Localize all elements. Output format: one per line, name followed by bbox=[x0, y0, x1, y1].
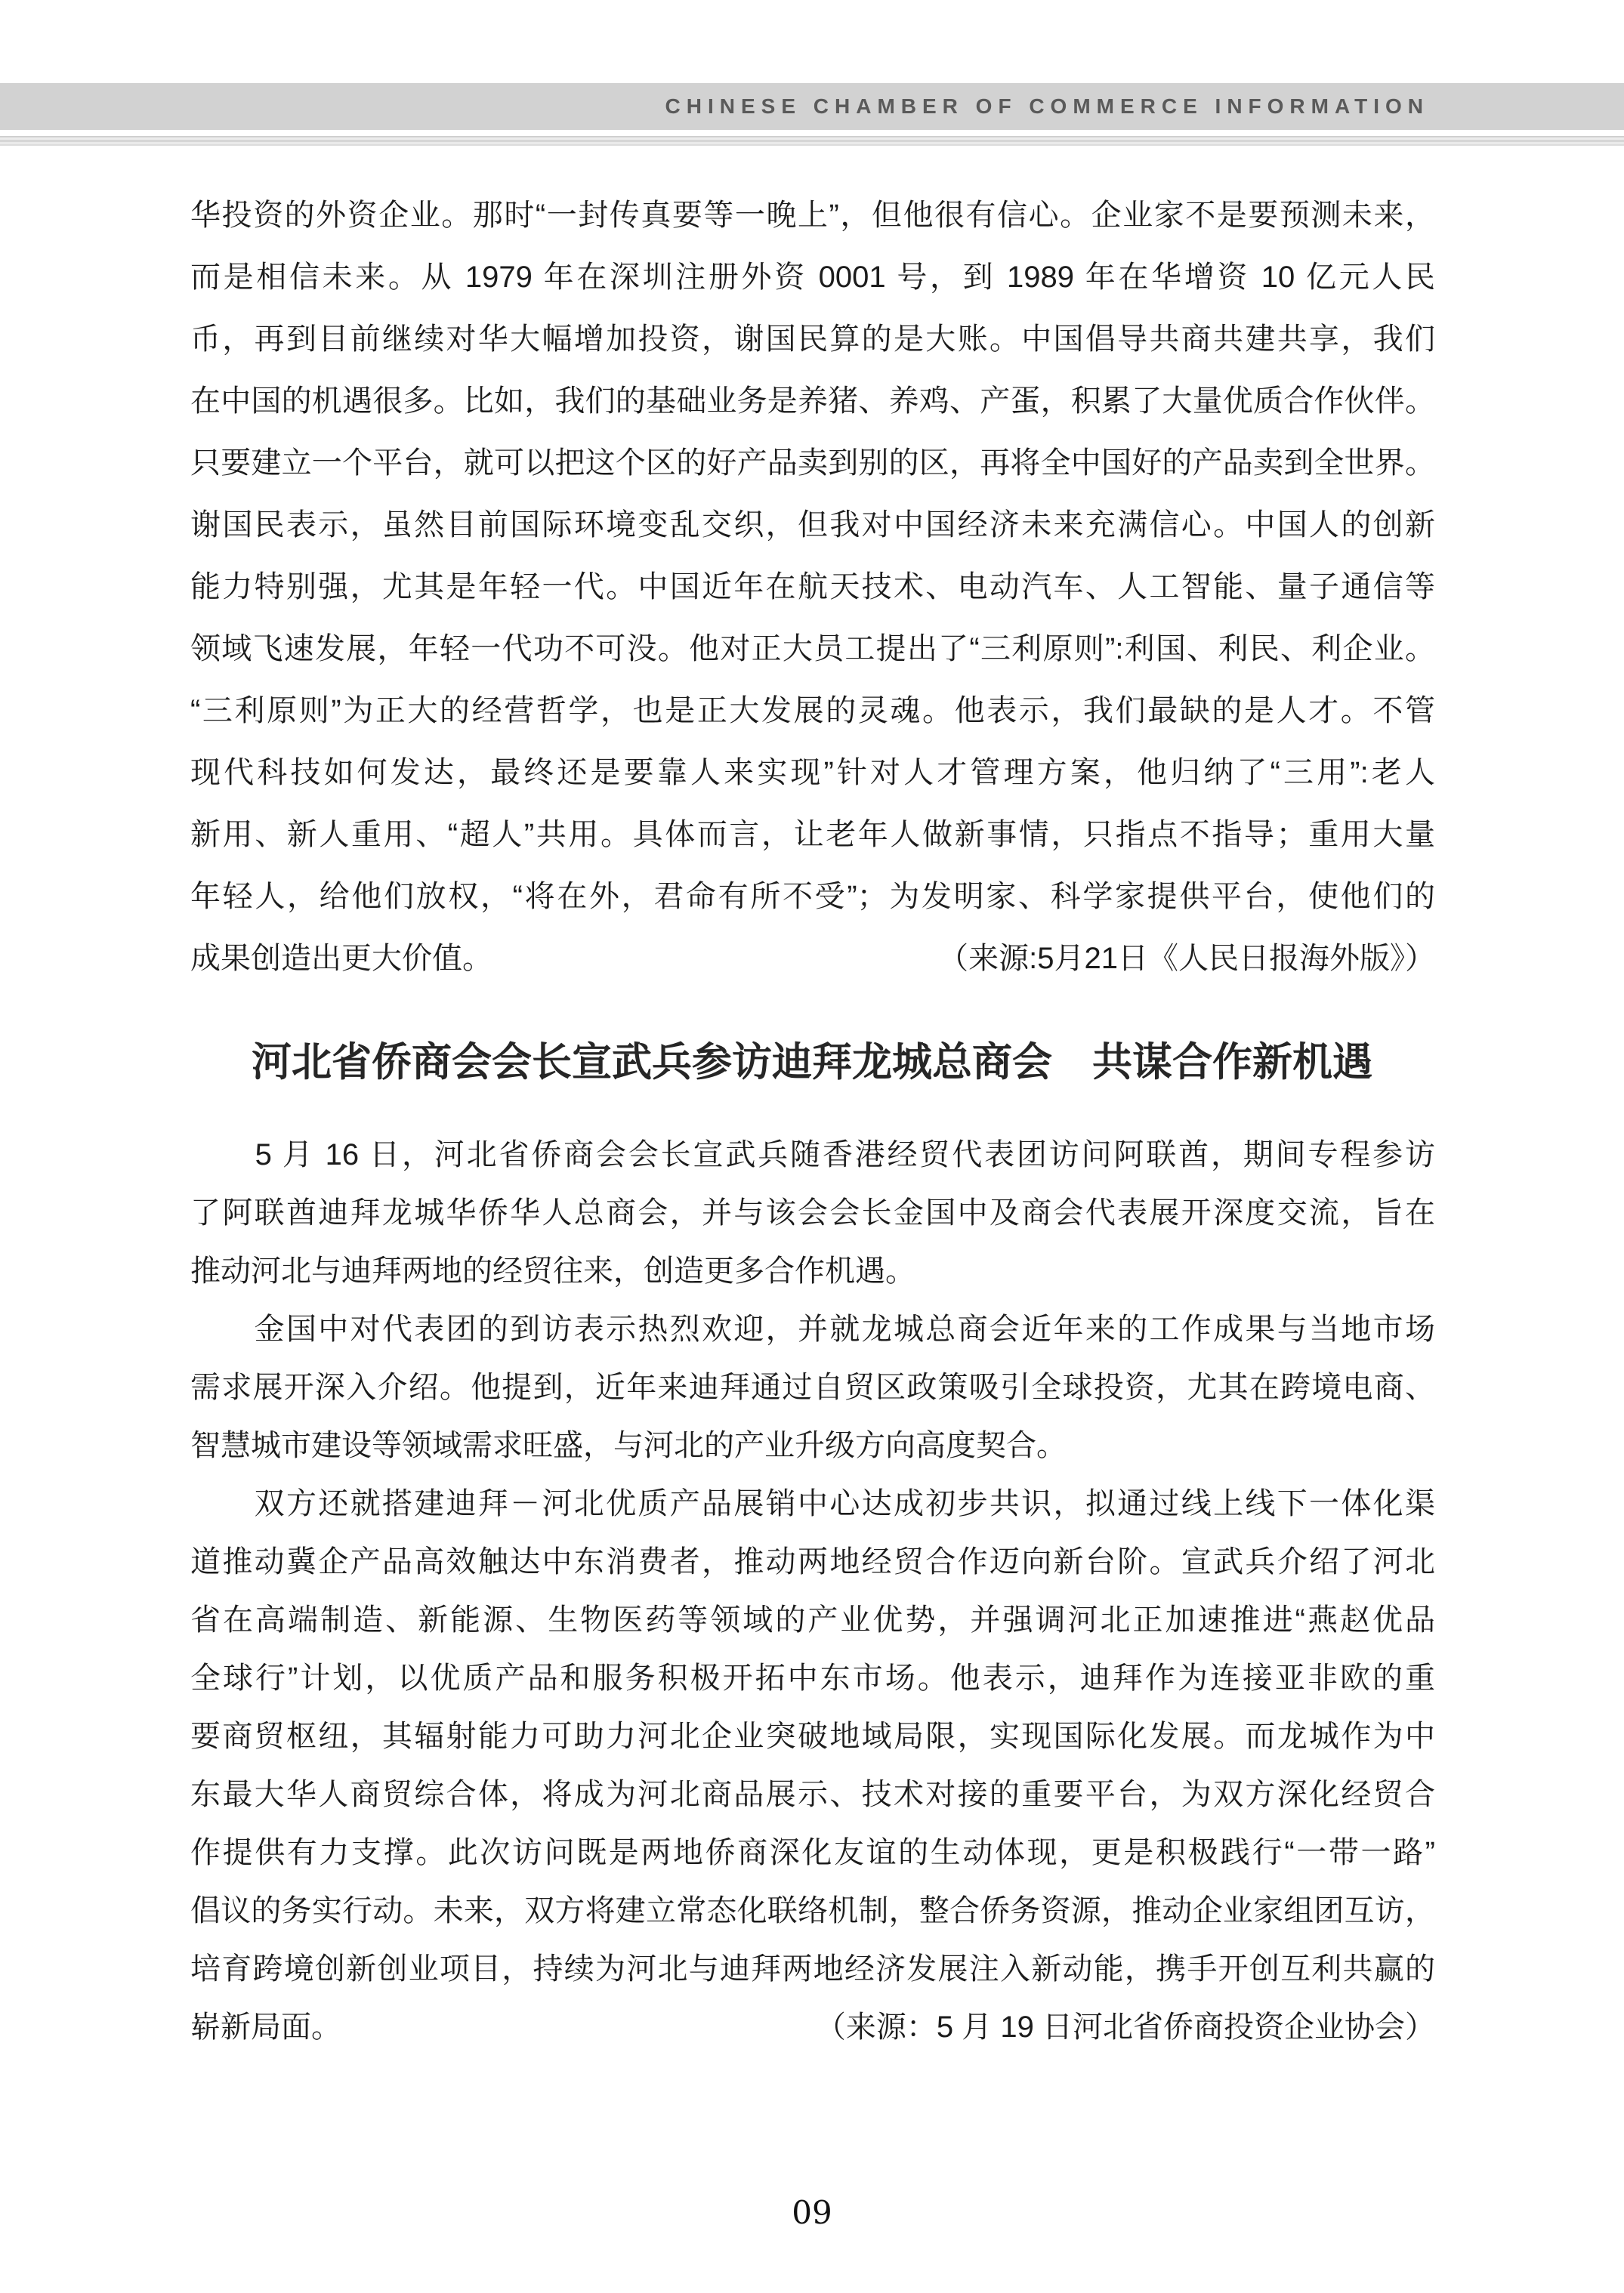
source-attribution: （来源：5 月 19 日河北省侨商投资企业协会） bbox=[815, 2011, 1435, 2044]
text-line: “三利原则”为正大的经营哲学，也是正大发展的灵魂。他表示，我们最缺的是人才。不管 bbox=[190, 694, 1435, 727]
text-line: 现代科技如何发达，最终还是要靠人来实现”针对人才管理方案，他归纳了“三用”:老人 bbox=[190, 756, 1435, 789]
closing-text: 成果创造出更大价值。 bbox=[190, 942, 492, 975]
text-line: 双方还就搭建迪拜－河北优质产品展销中心达成初步共识，拟通过线上线下一体化渠 bbox=[190, 1487, 1435, 1520]
text-line: 金国中对代表团的到访表示热烈欢迎，并就龙城总商会近年来的工作成果与当地市场 bbox=[190, 1313, 1435, 1346]
text-line: 新用、新人重用、“超人”共用。具体而言，让老年人做新事情，只指点不指导；重用大量 bbox=[190, 818, 1435, 851]
header-banner bbox=[0, 83, 1624, 130]
text-line: 谢国民表示，虽然目前国际环境变乱交织，但我对中国经济未来充满信心。中国人的创新 bbox=[190, 508, 1435, 542]
text-line: 币，再到目前继续对华大幅增加投资，谢国民算的是大账。中国倡导共商共建共享，我们 bbox=[190, 323, 1435, 356]
text-line: 道推动冀企产品高效触达中东消费者，推动两地经贸合作迈向新台阶。宣武兵介绍了河北 bbox=[190, 1545, 1435, 1579]
header-banner-text: CHINESE CHAMBER OF COMMERCE INFORMATION bbox=[665, 94, 1429, 118]
text-line: 5 月 16 日，河北省侨商会会长宣武兵随香港经贸代表团访问阿联酋，期间专程参访 bbox=[190, 1138, 1435, 1171]
text-line: 智慧城市建设等领域需求旺盛，与河北的产业升级方向高度契合。 bbox=[190, 1429, 1067, 1462]
source-attribution: （来源:5月21日《人民日报海外版》） bbox=[938, 942, 1435, 975]
text-line: 在中国的机遇很多。比如，我们的基础业务是养猪、养鸡、产蛋，积累了大量优质合作伙伴。 bbox=[190, 384, 1435, 418]
article-continuation bbox=[190, 184, 1435, 989]
text-line: 作提供有力支撑。此次访问既是两地侨商深化友谊的生动体现，更是积极践行“一带一路” bbox=[190, 1836, 1435, 1869]
text-line: 倡议的务实行动。未来，双方将建立常态化联络机制，整合侨务资源，推动企业家组团互访， bbox=[190, 1894, 1435, 1927]
closing-text: 崭新局面。 bbox=[190, 2011, 341, 2044]
text-line-with-source bbox=[190, 1998, 1435, 2057]
text-line: 了阿联酋迪拜龙城华侨华人总商会，并与该会会长金国中及商会代表展开深度交流，旨在 bbox=[190, 1196, 1435, 1230]
article-headline: 河北省侨商会会长宣武兵参访迪拜龙城总商会 共谋合作新机遇 bbox=[252, 1040, 1372, 1085]
text-line: 东最大华人商贸综合体，将成为河北商品展示、技术对接的重要平台，为双方深化经贸合 bbox=[190, 1778, 1435, 1811]
text-line: 华投资的外资企业。那时“一封传真要等一晚上”，但他很有信心。企业家不是要预测未来， bbox=[190, 199, 1435, 232]
text-line: 而是相信未来。从 1979 年在深圳注册外资 0001 号，到 1989 年在华增资 10 亿元人民 bbox=[190, 261, 1435, 294]
text-line-with-source bbox=[190, 927, 1435, 989]
page-number: 09 bbox=[792, 2194, 832, 2231]
text-line: 全球行”计划，以优质产品和服务积极开拓中东市场。他表示，迪拜作为连接亚非欧的重 bbox=[190, 1662, 1435, 1695]
text-line: 年轻人，给他们放权，“将在外，君命有所不受”；为发明家、科学家提供平台，使他们的 bbox=[190, 880, 1435, 913]
text-line: 省在高端制造、新能源、生物医药等领域的产业优势，并强调河北正加速推进“燕赵优品 bbox=[190, 1603, 1435, 1637]
text-line: 能力特别强，尤其是年轻一代。中国近年在航天技术、电动汽车、人工智能、量子通信等 bbox=[190, 570, 1435, 603]
text-line: 培育跨境创新创业项目，持续为河北与迪拜两地经济发展注入新动能，携手开创互利共赢的 bbox=[190, 1952, 1435, 1986]
text-line: 只要建立一个平台，就可以把这个区的好产品卖到别的区，再将全中国好的产品卖到全世界。 bbox=[190, 446, 1435, 480]
article-body bbox=[190, 1126, 1435, 2057]
text-line: 要商贸枢纽，其辐射能力可助力河北企业突破地域局限，实现国际化发展。而龙城作为中 bbox=[190, 1720, 1435, 1753]
text-line: 推动河北与迪拜两地的经贸往来，创造更多合作机遇。 bbox=[190, 1255, 915, 1288]
text-line: 需求展开深入介绍。他提到，近年来迪拜通过自贸区政策吸引全球投资，尤其在跨境电商、 bbox=[190, 1371, 1435, 1404]
header-stripe bbox=[0, 136, 1624, 146]
text-line: 领域飞速发展，年轻一代功不可没。他对正大员工提出了“三利原则”:利国、利民、利企业。 bbox=[190, 632, 1435, 665]
